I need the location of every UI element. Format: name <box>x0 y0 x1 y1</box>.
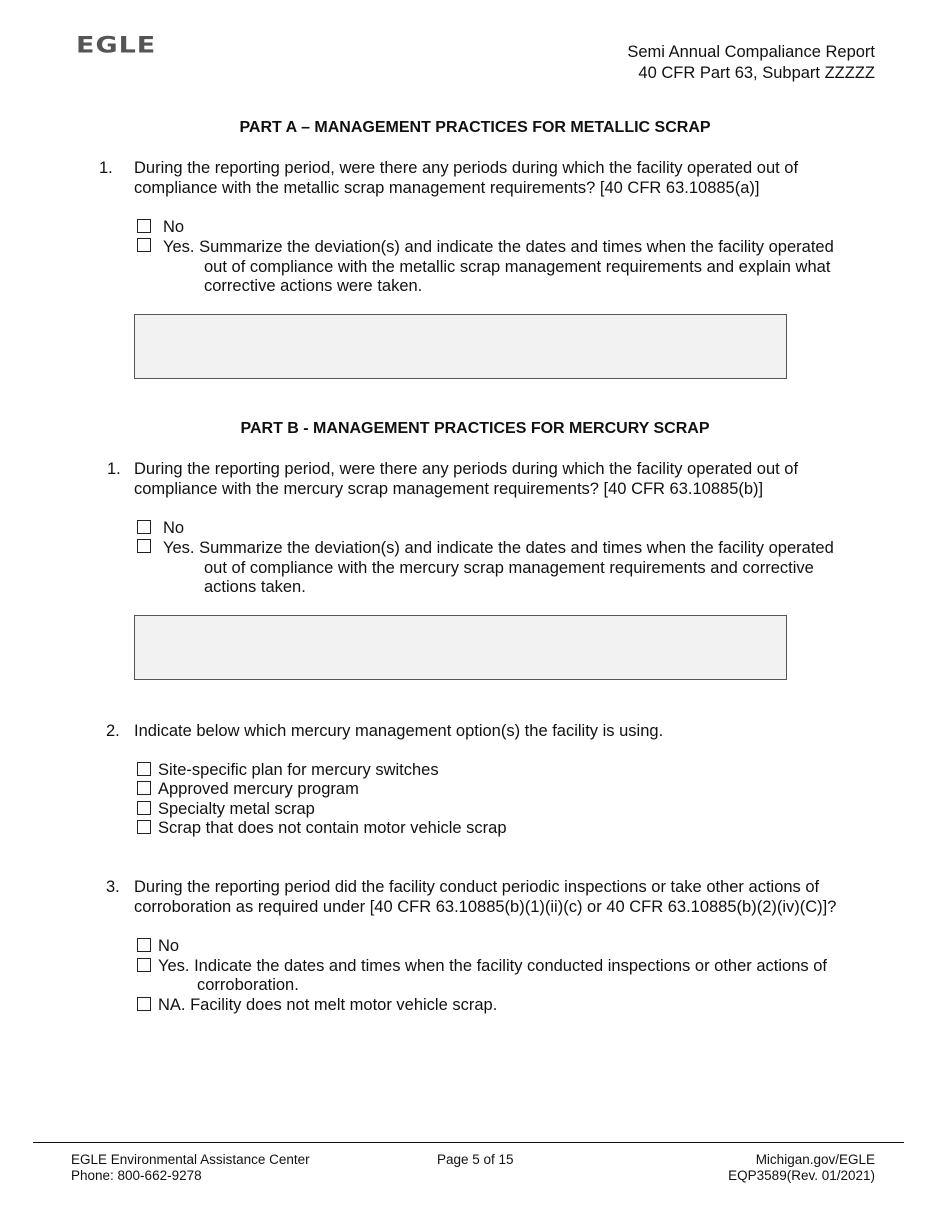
footer-center-name: EGLE Environmental Assistance Center <box>71 1152 310 1167</box>
part-b-q1-no-label: No <box>163 519 185 537</box>
part-b-q1-yes-label-line3: actions taken. <box>204 578 306 596</box>
part-a-q1-no-checkbox[interactable] <box>137 219 151 233</box>
part-b-q3-yes-label-line1: Yes. Indicate the dates and times when the facility conducted inspections or other actions of <box>158 957 827 975</box>
footer-divider <box>33 1142 904 1143</box>
part-a-heading: PART A – MANAGEMENT PRACTICES FOR METALLIC SCRAP <box>239 119 711 136</box>
option-checkbox-site-specific-plan[interactable] <box>137 762 151 776</box>
report-subtitle: 40 CFR Part 63, Subpart ZZZZZ <box>638 64 875 82</box>
part-b-q1-no-checkbox[interactable] <box>137 520 151 534</box>
part-b-q3-no-label: No <box>158 937 180 955</box>
part-b-q1-text-line2: compliance with the mercury scrap management requirements? [40 CFR 63.10885(b)] <box>134 480 764 498</box>
option-checkbox-no-motor-vehicle-scrap[interactable] <box>137 820 151 834</box>
part-b-q3-na-label: NA. Facility does not melt motor vehicle scrap. <box>158 996 498 1014</box>
part-b-q3-yes-checkbox[interactable] <box>137 958 151 972</box>
part-a-q1-yes-label-line3: corrective actions were taken. <box>204 277 423 295</box>
footer-website: Michigan.gov/EGLE <box>755 1152 875 1167</box>
option-checkbox-specialty-metal-scrap[interactable] <box>137 801 151 815</box>
option-label-no-motor-vehicle-scrap: Scrap that does not contain motor vehicle scrap <box>158 819 507 837</box>
part-b-q2-number: 2. <box>106 722 120 740</box>
part-b-q2-text: Indicate below which mercury management option(s) the facility is using. <box>134 722 664 740</box>
part-a-q1-response-field[interactable] <box>134 314 787 379</box>
part-b-heading: PART B - MANAGEMENT PRACTICES FOR MERCURY SCRAP <box>240 420 710 437</box>
part-a-q1-text-line1: During the reporting period, were there any periods during which the facility operated out of <box>134 159 799 177</box>
option-checkbox-approved-mercury-program[interactable] <box>137 781 151 795</box>
part-b-q3-number: 3. <box>106 878 120 896</box>
part-a-q1-yes-checkbox[interactable] <box>137 238 151 252</box>
part-b-q1-response-field[interactable] <box>134 615 787 680</box>
part-a-q1-no-label: No <box>163 218 185 236</box>
part-b-q3-na-checkbox[interactable] <box>137 997 151 1011</box>
part-b-q1-yes-label-line1: Yes. Summarize the deviation(s) and indicate the dates and times when the facility operated <box>163 539 834 557</box>
part-a-q1-yes-label-line2: out of compliance with the metallic scrap management requirements and explain what <box>204 258 831 276</box>
part-b-q3-text-line2: corroboration as required under [40 CFR 63.10885(b)(1)(ii)(c) or 40 CFR 63.10885(b)(2)(iv)(C)]? <box>134 898 837 916</box>
footer-phone: Phone: 800-662-9278 <box>71 1168 202 1183</box>
part-a-q1-text-line2: compliance with the metallic scrap management requirements? [40 CFR 63.10885(a)] <box>134 179 760 197</box>
part-b-q3-text-line1: During the reporting period did the facility conduct periodic inspections or take other actions of <box>134 878 820 896</box>
footer-form-number: EQP3589(Rev. 01/2021) <box>728 1168 875 1183</box>
part-b-q1-number: 1. <box>107 460 121 478</box>
part-a-q1-number: 1. <box>99 159 113 177</box>
part-b-q1-yes-checkbox[interactable] <box>137 539 151 553</box>
part-a-q1-yes-label-line1: Yes. Summarize the deviation(s) and indicate the dates and times when the facility operated <box>163 238 834 256</box>
part-b-q1-yes-label-line2: out of compliance with the mercury scrap management requirements and corrective <box>204 559 814 577</box>
option-label-site-specific-plan: Site-specific plan for mercury switches <box>158 761 439 779</box>
option-label-approved-mercury-program: Approved mercury program <box>158 780 359 798</box>
report-title: Semi Annual Compaliance Report <box>627 43 875 61</box>
page-number: Page 5 of 15 <box>437 1152 514 1167</box>
part-b-q1-text-line1: During the reporting period, were there any periods during which the facility operated out of <box>134 460 799 478</box>
part-b-q3-yes-label-line2: corroboration. <box>197 976 299 994</box>
option-label-specialty-metal-scrap: Specialty metal scrap <box>158 800 315 818</box>
part-b-q3-no-checkbox[interactable] <box>137 938 151 952</box>
egle-logo: EGLE <box>76 33 157 59</box>
